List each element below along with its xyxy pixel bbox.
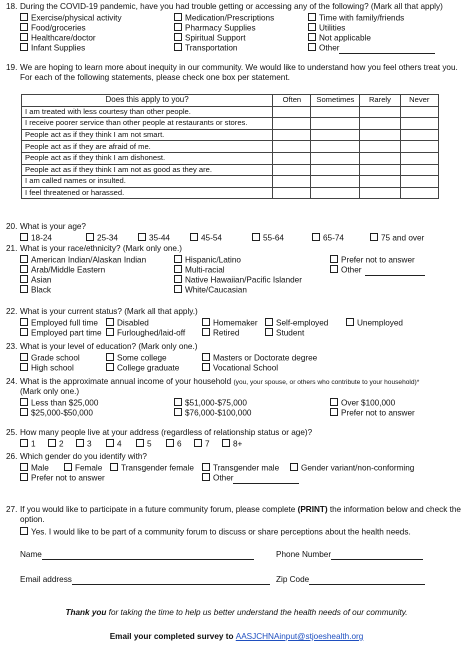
checkbox[interactable] xyxy=(370,233,378,241)
answer-cell[interactable] xyxy=(400,164,438,176)
question-23 xyxy=(6,342,466,376)
question-number: 27. xyxy=(6,505,18,514)
option-transgender-male[interactable]: Transgender male xyxy=(202,463,279,474)
zip-line[interactable] xyxy=(309,576,425,585)
option-not-applicable[interactable]: Not applicable xyxy=(308,33,371,44)
table-row xyxy=(22,176,439,188)
table-header: Rarely xyxy=(360,95,400,107)
checkbox[interactable] xyxy=(290,463,298,471)
answer-cell[interactable] xyxy=(273,106,311,118)
question-number: 26. xyxy=(6,452,18,461)
option-furloughed[interactable]: Furloughed/laid-off xyxy=(106,328,185,339)
checkbox[interactable] xyxy=(20,285,28,293)
other-line[interactable] xyxy=(339,45,435,54)
statement: People act as if they think I am not as good as they are. xyxy=(22,164,273,176)
question-24 xyxy=(6,377,466,423)
table-header: Never xyxy=(400,95,438,107)
checkbox[interactable] xyxy=(106,318,114,326)
checkbox[interactable] xyxy=(202,473,210,481)
question-number: 22. xyxy=(6,307,18,316)
option-income-over-100k[interactable]: Over $100,000 xyxy=(330,398,395,409)
checkbox[interactable] xyxy=(252,233,260,241)
checkbox[interactable] xyxy=(174,398,182,406)
table-row xyxy=(22,129,439,141)
option-male[interactable]: Male xyxy=(20,463,49,474)
question-number: 19. xyxy=(6,63,18,72)
option-homemaker[interactable]: Homemaker xyxy=(202,318,258,329)
statement: I am treated with less courtesy than other people. xyxy=(22,106,273,118)
checkbox[interactable] xyxy=(222,439,230,447)
question-text: What is your current status? (Mark all that apply.) xyxy=(20,307,198,316)
answer-cell[interactable] xyxy=(311,106,360,118)
checkbox[interactable] xyxy=(106,363,114,371)
checkbox[interactable] xyxy=(20,318,28,326)
option-age-35-44[interactable]: 35-44 xyxy=(138,233,170,244)
option-people-5[interactable]: 5 xyxy=(136,439,152,450)
name-field[interactable]: Name xyxy=(20,550,254,560)
checkbox[interactable] xyxy=(346,318,354,326)
answer-cell[interactable] xyxy=(311,118,360,130)
answer-cell[interactable] xyxy=(400,176,438,188)
checkbox[interactable] xyxy=(330,408,338,416)
checkbox[interactable] xyxy=(174,408,182,416)
checkbox[interactable] xyxy=(330,398,338,406)
statement: People act as if they are afraid of me. xyxy=(22,141,273,153)
statement: I feel threatened or harassed. xyxy=(22,187,273,199)
question-27 xyxy=(6,505,466,539)
answer-cell[interactable] xyxy=(273,152,311,164)
checkbox[interactable] xyxy=(20,439,28,447)
checkbox[interactable] xyxy=(20,363,28,371)
option-people-7[interactable]: 7 xyxy=(194,439,210,450)
checkbox[interactable] xyxy=(330,255,338,263)
question-number: 21. xyxy=(6,244,18,253)
question-text: What is your age? xyxy=(20,222,86,231)
checkbox[interactable] xyxy=(174,13,182,21)
option-age-55-64[interactable]: 55-64 xyxy=(252,233,284,244)
question-22 xyxy=(6,307,466,341)
option-disabled[interactable]: Disabled xyxy=(106,318,149,329)
name-line[interactable] xyxy=(42,551,254,560)
thank-you-text: Thank you for taking the time to help us better understand the health needs of our community. xyxy=(65,608,408,617)
option-income-25-50k[interactable]: $25,000-$50,000 xyxy=(20,408,93,419)
checkbox[interactable] xyxy=(138,233,146,241)
checkbox[interactable] xyxy=(20,33,28,41)
option-income-lt-25k[interactable]: Less than $25,000 xyxy=(20,398,98,409)
question-25 xyxy=(6,428,466,450)
answer-cell[interactable] xyxy=(360,118,400,130)
option-retired[interactable]: Retired xyxy=(202,328,239,339)
checkbox[interactable] xyxy=(166,439,174,447)
option-people-2[interactable]: 2 xyxy=(48,439,64,450)
statement: People act as if they think I am dishonest. xyxy=(22,152,273,164)
option-exercise[interactable]: Exercise/physical activity xyxy=(20,13,122,24)
checkbox[interactable] xyxy=(20,13,28,21)
answer-cell[interactable] xyxy=(400,106,438,118)
answer-cell[interactable] xyxy=(400,129,438,141)
checkbox[interactable] xyxy=(194,439,202,447)
checkbox[interactable] xyxy=(265,328,273,336)
answer-cell[interactable] xyxy=(360,187,400,199)
option-people-6[interactable]: 6 xyxy=(166,439,182,450)
checkbox[interactable] xyxy=(20,275,28,283)
table-header-row xyxy=(22,95,439,107)
checkbox[interactable] xyxy=(308,43,316,51)
answer-cell[interactable] xyxy=(311,152,360,164)
table-row xyxy=(22,187,439,199)
option-income-76-100k[interactable]: $76,000-$100,000 xyxy=(174,408,251,419)
option-spiritual[interactable]: Spiritual Support xyxy=(174,33,246,44)
checkbox[interactable] xyxy=(136,439,144,447)
answer-cell[interactable] xyxy=(273,187,311,199)
table-row xyxy=(22,152,439,164)
checkbox[interactable] xyxy=(202,363,210,371)
option-medication[interactable]: Medication/Prescriptions xyxy=(174,13,274,24)
checkbox[interactable] xyxy=(20,265,28,273)
checkbox[interactable] xyxy=(106,328,114,336)
answer-cell[interactable] xyxy=(400,141,438,153)
answer-cell[interactable] xyxy=(360,129,400,141)
option-people-1[interactable]: 1 xyxy=(20,439,36,450)
checkbox[interactable] xyxy=(174,43,182,51)
other-line[interactable] xyxy=(233,475,299,484)
answer-cell[interactable] xyxy=(360,164,400,176)
answer-cell[interactable] xyxy=(311,164,360,176)
option-masters[interactable]: Masters or Doctorate degree xyxy=(202,353,317,364)
checkbox[interactable] xyxy=(110,463,118,471)
option-transgender-female[interactable]: Transgender female xyxy=(110,463,194,474)
question-number: 25. xyxy=(6,428,18,437)
option-utilities[interactable]: Utilities xyxy=(308,23,345,34)
option-income-prefer-not[interactable]: Prefer not to answer xyxy=(330,408,415,419)
checkbox[interactable] xyxy=(174,285,182,293)
option-transportation[interactable]: Transportation xyxy=(174,43,238,54)
option-arab[interactable]: Arab/Middle Eastern xyxy=(20,265,105,276)
checkbox[interactable] xyxy=(312,233,320,241)
option-grade-school[interactable]: Grade school xyxy=(20,353,80,364)
option-asian[interactable]: Asian xyxy=(20,275,51,286)
question-subtext: (Mark only one.) xyxy=(20,387,80,396)
option-hispanic[interactable]: Hispanic/Latino xyxy=(174,255,241,266)
option-prefer-not[interactable]: Prefer not to answer xyxy=(330,255,415,266)
checkbox[interactable] xyxy=(202,318,210,326)
question-number: 20. xyxy=(6,222,18,231)
checkbox[interactable] xyxy=(174,255,182,263)
table-row xyxy=(22,118,439,130)
question-20 xyxy=(6,222,466,244)
option-native-hawaiian[interactable]: Native Hawaiian/Pacific Islander xyxy=(174,275,302,286)
phone-field[interactable]: Phone Number xyxy=(276,550,423,560)
checkbox[interactable] xyxy=(20,328,28,336)
email-instruction: Email your completed survey to AASJCHNAinput@stjoeshealth.org xyxy=(109,632,364,641)
question-19 xyxy=(6,63,466,91)
phone-line[interactable] xyxy=(331,551,423,560)
checkbox[interactable] xyxy=(202,463,210,471)
option-other[interactable]: Other xyxy=(330,265,425,276)
option-age-18-24[interactable]: 18-24 xyxy=(20,233,52,244)
checkbox[interactable] xyxy=(20,255,28,263)
answer-cell[interactable] xyxy=(360,152,400,164)
table-row xyxy=(22,141,439,153)
checkbox[interactable] xyxy=(76,439,84,447)
option-people-3[interactable]: 3 xyxy=(76,439,92,450)
email-line[interactable] xyxy=(72,576,270,585)
question-number: 23. xyxy=(6,342,18,351)
table-row xyxy=(22,106,439,118)
option-age-75-over[interactable]: 75 and over xyxy=(370,233,424,244)
checkbox[interactable] xyxy=(174,33,182,41)
checkbox[interactable] xyxy=(174,265,182,273)
checkbox[interactable] xyxy=(20,398,28,406)
checkbox[interactable] xyxy=(86,233,94,241)
answer-cell[interactable] xyxy=(400,118,438,130)
question-text: How many people live at your address (regardless of relationship status or age)? xyxy=(20,428,313,437)
option-other[interactable]: Other xyxy=(308,43,435,54)
checkbox[interactable] xyxy=(265,318,273,326)
option-pharmacy[interactable]: Pharmacy Supplies xyxy=(174,23,256,34)
option-student[interactable]: Student xyxy=(265,328,304,339)
option-infant[interactable]: Infant Supplies xyxy=(20,43,85,54)
question-text: During the COVID-19 pandemic, have you had trouble getting or accessing any of the following? (Mark all that apply) xyxy=(20,2,443,11)
option-vocational[interactable]: Vocational School xyxy=(202,363,278,374)
checkbox[interactable] xyxy=(190,233,198,241)
answer-cell[interactable] xyxy=(273,118,311,130)
checkbox[interactable] xyxy=(64,463,72,471)
answer-cell[interactable] xyxy=(311,129,360,141)
table-header: Sometimes xyxy=(311,95,360,107)
checkbox[interactable] xyxy=(20,463,28,471)
answer-cell[interactable] xyxy=(273,176,311,188)
answer-cell[interactable] xyxy=(400,152,438,164)
question-text: What is your race/ethnicity? (Mark only one.) xyxy=(20,244,182,253)
answer-cell[interactable] xyxy=(360,141,400,153)
checkbox[interactable] xyxy=(106,353,114,361)
option-age-25-34[interactable]: 25-34 xyxy=(86,233,118,244)
option-time-family[interactable]: Time with family/friends xyxy=(308,13,404,24)
statement: I am called names or insulted. xyxy=(22,176,273,188)
answer-cell[interactable] xyxy=(360,176,400,188)
question-21 xyxy=(6,244,466,298)
answer-cell[interactable] xyxy=(400,187,438,199)
question-number: 18. xyxy=(6,2,18,11)
option-people-4[interactable]: 4 xyxy=(106,439,122,450)
option-food[interactable]: Food/groceries xyxy=(20,23,86,34)
answer-cell[interactable] xyxy=(311,187,360,199)
option-part-time[interactable]: Employed part time xyxy=(20,328,102,339)
checkbox[interactable] xyxy=(20,233,28,241)
checkbox[interactable] xyxy=(330,265,338,273)
checkbox[interactable] xyxy=(174,275,182,283)
answer-cell[interactable] xyxy=(273,164,311,176)
question-text: What is your level of education? (Mark only one.) xyxy=(20,342,198,351)
option-high-school[interactable]: High school xyxy=(20,363,74,374)
checkbox[interactable] xyxy=(20,43,28,51)
checkbox[interactable] xyxy=(20,23,28,31)
answer-cell[interactable] xyxy=(311,176,360,188)
answer-cell[interactable] xyxy=(311,141,360,153)
checkbox[interactable] xyxy=(202,353,210,361)
option-prefer-not[interactable]: Prefer not to answer xyxy=(20,473,105,484)
option-join-forum[interactable]: Yes. I would like to be part of a community forum to discuss or share perceptions about the health needs. xyxy=(20,527,411,538)
option-unemployed[interactable]: Unemployed xyxy=(346,318,403,329)
option-white[interactable]: White/Caucasian xyxy=(174,285,247,296)
checkbox[interactable] xyxy=(308,13,316,21)
question-text: We are hoping to learn more about inequity in our community. We would like to understand how you feel others treat you. For each of the following statements, please check one box per statement. xyxy=(20,63,458,83)
checkbox[interactable] xyxy=(174,23,182,31)
answer-cell[interactable] xyxy=(360,106,400,118)
email-field[interactable]: Email address xyxy=(20,575,270,585)
email-link[interactable]: AASJCHNAinput@stjoeshealth.org xyxy=(235,632,364,641)
option-female[interactable]: Female xyxy=(64,463,102,474)
checkbox[interactable] xyxy=(106,439,114,447)
table-row xyxy=(22,164,439,176)
checkbox[interactable] xyxy=(308,23,316,31)
zip-field[interactable]: Zip Code xyxy=(276,575,425,585)
checkbox[interactable] xyxy=(308,33,316,41)
option-income-51-75k[interactable]: $51,000-$75,000 xyxy=(174,398,247,409)
option-gender-variant[interactable]: Gender variant/non-conforming xyxy=(290,463,414,474)
table-header: Often xyxy=(273,95,311,107)
inequity-table xyxy=(21,94,439,199)
question-text: Which gender do you identify with? xyxy=(20,452,147,461)
option-american-indian[interactable]: American Indian/Alaskan Indian xyxy=(20,255,146,266)
question-18 xyxy=(6,2,466,58)
question-text: If you would like to participate in a future community forum, please complete (PRINT) the information below and check the option. xyxy=(20,505,461,525)
option-age-65-74[interactable]: 65-74 xyxy=(312,233,344,244)
checkbox[interactable] xyxy=(20,527,28,535)
statement: People act as if they think I am not smart. xyxy=(22,129,273,141)
checkbox[interactable] xyxy=(48,439,56,447)
question-text: What is the approximate annual income of your household (you, your spouse, or others who contribute to your household)* xyxy=(20,377,420,386)
option-self-employed[interactable]: Self-employed xyxy=(265,318,328,329)
answer-cell[interactable] xyxy=(273,129,311,141)
checkbox[interactable] xyxy=(20,473,28,481)
option-healthcare[interactable]: Healthcare/doctor xyxy=(20,33,96,44)
option-black[interactable]: Black xyxy=(20,285,51,296)
answer-cell[interactable] xyxy=(273,141,311,153)
statement: I receive poorer service than other people at restaurants or stores. xyxy=(22,118,273,130)
option-people-8plus[interactable]: 8+ xyxy=(222,439,242,450)
checkbox[interactable] xyxy=(20,353,28,361)
question-number: 24. xyxy=(6,377,18,386)
option-age-45-54[interactable]: 45-54 xyxy=(190,233,222,244)
option-college-graduate[interactable]: College graduate xyxy=(106,363,179,374)
option-full-time[interactable]: Employed full time xyxy=(20,318,98,329)
checkbox[interactable] xyxy=(202,328,210,336)
table-header: Does this apply to you? xyxy=(22,95,273,107)
other-line[interactable] xyxy=(365,267,425,276)
checkbox[interactable] xyxy=(20,408,28,416)
option-some-college[interactable]: Some college xyxy=(106,353,167,364)
option-multi-racial[interactable]: Multi-racial xyxy=(174,265,225,276)
option-other[interactable]: Other xyxy=(202,473,299,484)
question-26 xyxy=(6,452,466,486)
